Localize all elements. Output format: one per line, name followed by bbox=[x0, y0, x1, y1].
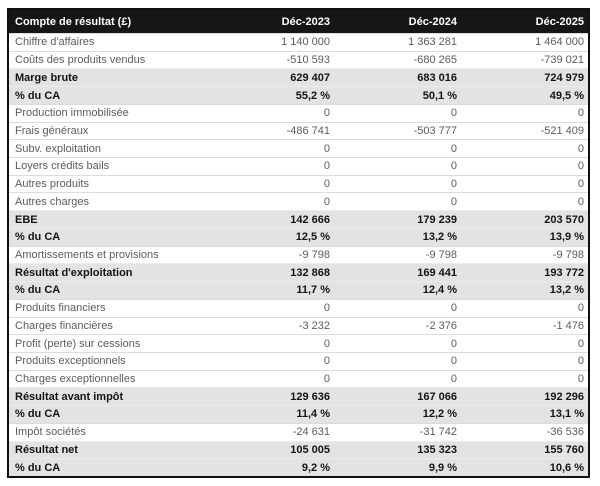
row-value: 0 bbox=[323, 355, 330, 368]
table-row bbox=[9, 192, 588, 210]
row-value: -3 232 bbox=[298, 319, 330, 332]
row-value: 169 441 bbox=[417, 266, 457, 279]
row-value: 0 bbox=[323, 337, 330, 350]
row-value: -31 742 bbox=[419, 426, 457, 439]
row-label: Loyers crédits bails bbox=[15, 160, 110, 173]
table-row bbox=[9, 122, 588, 140]
row-value: 0 bbox=[577, 142, 584, 155]
table-row bbox=[9, 175, 588, 193]
row-value: -2 376 bbox=[425, 319, 457, 332]
row-value: 0 bbox=[450, 107, 457, 120]
row-value: 0 bbox=[323, 107, 330, 120]
table-row bbox=[9, 210, 588, 228]
row-value: -521 409 bbox=[540, 124, 584, 137]
row-value: -1 476 bbox=[552, 319, 584, 332]
row-label: Production immobilisée bbox=[15, 107, 129, 120]
row-label: Charges financières bbox=[15, 319, 113, 332]
row-value: 13,1 % bbox=[549, 408, 584, 421]
row-value: -739 021 bbox=[540, 54, 584, 67]
table-row bbox=[9, 423, 588, 441]
table-row bbox=[9, 33, 588, 51]
row-value: 0 bbox=[577, 302, 584, 315]
row-value: 49,5 % bbox=[549, 89, 584, 102]
row-label: Autres produits bbox=[15, 178, 89, 191]
row-label: % du CA bbox=[15, 231, 61, 244]
row-value: 0 bbox=[577, 107, 584, 120]
table-row bbox=[9, 334, 588, 352]
row-label: Profit (perte) sur cessions bbox=[15, 337, 141, 350]
row-value: -503 777 bbox=[413, 124, 457, 137]
row-value: 1 363 281 bbox=[408, 36, 457, 49]
row-value: 1 140 000 bbox=[281, 36, 330, 49]
table-row bbox=[9, 86, 588, 104]
row-value: 1 464 000 bbox=[535, 36, 584, 49]
row-value: 9,9 % bbox=[428, 461, 457, 474]
row-value: 192 296 bbox=[544, 390, 584, 403]
table-row bbox=[9, 405, 588, 423]
row-value: 12,2 % bbox=[422, 408, 457, 421]
row-label: Chiffre d'affaires bbox=[15, 36, 95, 49]
row-value: 155 760 bbox=[544, 443, 584, 456]
row-value: 0 bbox=[577, 355, 584, 368]
row-value: 132 868 bbox=[290, 266, 330, 279]
row-value: -486 741 bbox=[286, 124, 330, 137]
row-value: 135 323 bbox=[417, 443, 457, 456]
table-row bbox=[9, 352, 588, 370]
row-value: 12,5 % bbox=[295, 231, 330, 244]
row-value: 683 016 bbox=[417, 71, 457, 84]
row-value: -9 798 bbox=[552, 248, 584, 261]
row-label: Subv. exploitation bbox=[15, 142, 102, 155]
row-value: 13,2 % bbox=[549, 284, 584, 297]
row-value: 724 979 bbox=[544, 71, 584, 84]
row-value: 0 bbox=[450, 337, 457, 350]
row-label: Produits financiers bbox=[15, 302, 106, 315]
row-value: -9 798 bbox=[298, 248, 330, 261]
table-row bbox=[9, 299, 588, 317]
table-row bbox=[9, 387, 588, 405]
row-value: 0 bbox=[323, 302, 330, 315]
row-value: 0 bbox=[450, 160, 457, 173]
row-value: 0 bbox=[450, 195, 457, 208]
row-value: 11,4 % bbox=[296, 408, 330, 421]
row-value: 0 bbox=[450, 302, 457, 315]
row-label: Charges exceptionnelles bbox=[15, 373, 136, 386]
row-value: 55,2 % bbox=[295, 89, 330, 102]
row-value: 9,2 % bbox=[301, 461, 330, 474]
row-value: 0 bbox=[323, 178, 330, 191]
row-value: 0 bbox=[323, 195, 330, 208]
row-value: 129 636 bbox=[290, 390, 330, 403]
row-label: % du CA bbox=[15, 284, 61, 297]
row-value: 0 bbox=[323, 373, 330, 386]
row-label: Résultat d'exploitation bbox=[15, 266, 133, 279]
table-row bbox=[9, 68, 588, 86]
row-value: 105 005 bbox=[290, 443, 330, 456]
row-value: 0 bbox=[577, 337, 584, 350]
row-label: Résultat net bbox=[15, 443, 78, 456]
row-value: 0 bbox=[323, 160, 330, 173]
row-value: -9 798 bbox=[425, 248, 457, 261]
row-value: -680 265 bbox=[413, 54, 457, 67]
row-value: 179 239 bbox=[417, 213, 457, 226]
table-row bbox=[9, 281, 588, 299]
row-label: % du CA bbox=[15, 461, 61, 474]
row-value: -510 593 bbox=[286, 54, 330, 67]
row-label: Marge brute bbox=[15, 71, 78, 84]
row-value: 0 bbox=[323, 142, 330, 155]
row-value: 0 bbox=[450, 355, 457, 368]
row-value: 50,1 % bbox=[422, 89, 457, 102]
table-header-row bbox=[9, 10, 588, 33]
table-row bbox=[9, 104, 588, 122]
row-value: -36 536 bbox=[546, 426, 584, 439]
table-row bbox=[9, 370, 588, 388]
table-row bbox=[9, 139, 588, 157]
income-statement-table bbox=[7, 8, 590, 478]
table-row bbox=[9, 458, 588, 476]
row-value: 203 570 bbox=[544, 213, 584, 226]
row-value: 0 bbox=[577, 160, 584, 173]
table-row bbox=[9, 228, 588, 246]
table-row bbox=[9, 51, 588, 69]
row-value: 193 772 bbox=[544, 266, 584, 279]
row-label: Résultat avant impôt bbox=[15, 390, 124, 403]
row-label: % du CA bbox=[15, 89, 61, 102]
row-value: -24 631 bbox=[292, 426, 330, 439]
row-value: 142 666 bbox=[290, 213, 330, 226]
row-label: Coûts des produits vendus bbox=[15, 54, 146, 67]
row-label: % du CA bbox=[15, 408, 61, 421]
row-value: 0 bbox=[577, 178, 584, 191]
row-value: 0 bbox=[577, 373, 584, 386]
row-value: 167 066 bbox=[417, 390, 457, 403]
row-label: Amortissements et provisions bbox=[15, 248, 159, 261]
table-row bbox=[9, 317, 588, 335]
row-label: EBE bbox=[15, 213, 38, 226]
row-value: 10,6 % bbox=[549, 461, 584, 474]
row-value: 11,7 % bbox=[296, 284, 330, 297]
table-row bbox=[9, 263, 588, 281]
table-header-col-dec-2025: Déc-2025 bbox=[535, 15, 584, 28]
row-value: 0 bbox=[450, 373, 457, 386]
row-label: Autres charges bbox=[15, 195, 89, 208]
row-value: 0 bbox=[450, 178, 457, 191]
row-value: 13,2 % bbox=[422, 231, 457, 244]
table-row bbox=[9, 246, 588, 264]
table-header-title: Compte de résultat (£) bbox=[15, 15, 132, 28]
row-value: 0 bbox=[577, 195, 584, 208]
row-value: 13,9 % bbox=[549, 231, 584, 244]
row-value: 12,4 % bbox=[422, 284, 457, 297]
row-label: Frais généraux bbox=[15, 124, 89, 137]
row-value: 0 bbox=[450, 142, 457, 155]
row-label: Impôt sociétés bbox=[15, 426, 86, 439]
table-row bbox=[9, 441, 588, 459]
table-header-col-dec-2024: Déc-2024 bbox=[408, 15, 457, 28]
table-header-col-dec-2023: Déc-2023 bbox=[281, 15, 330, 28]
row-label: Produits exceptionnels bbox=[15, 355, 126, 368]
row-value: 629 407 bbox=[290, 71, 330, 84]
table-row bbox=[9, 157, 588, 175]
